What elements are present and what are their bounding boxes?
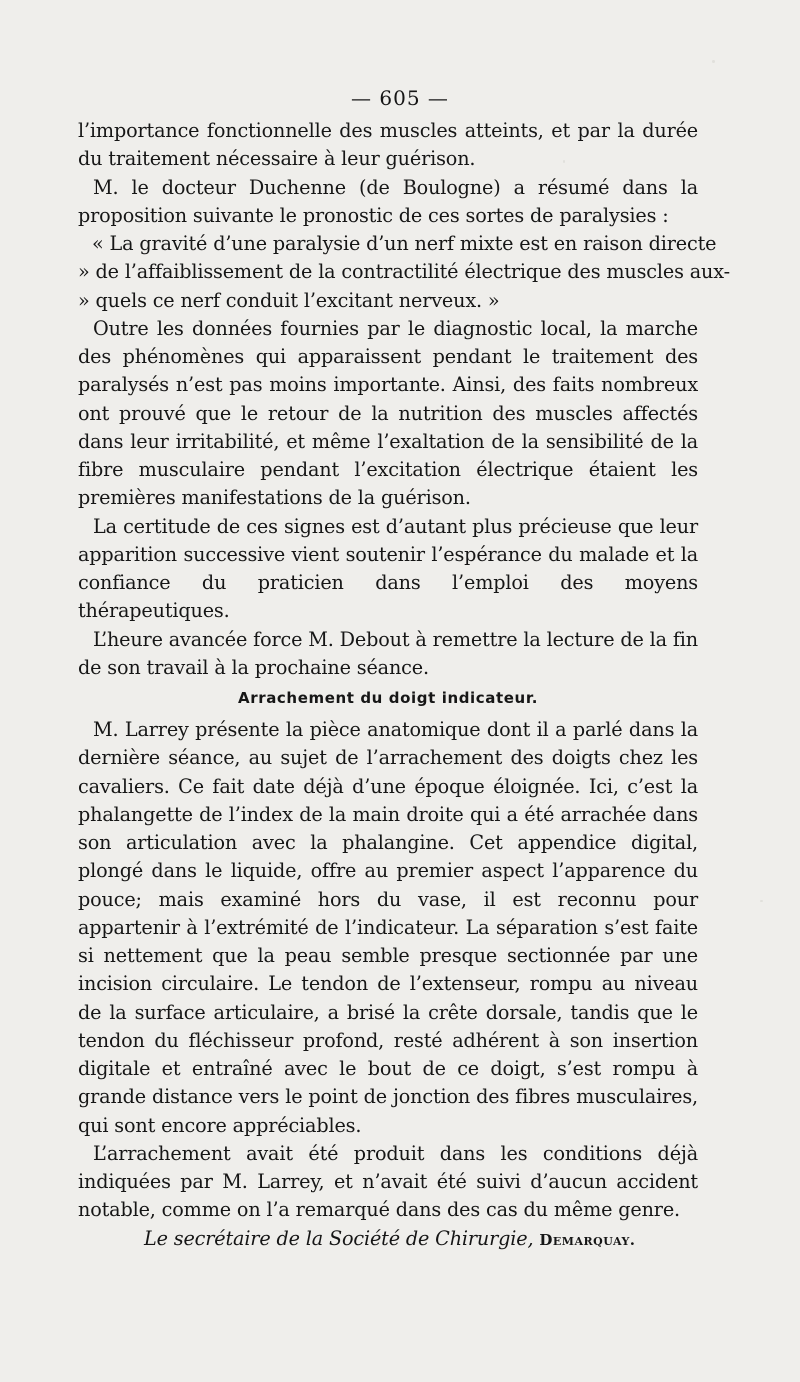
paper-speck bbox=[563, 160, 565, 163]
signature-role: Le secrétaire de la Société de Chirurgie, bbox=[144, 1226, 534, 1250]
paper-speck bbox=[712, 60, 715, 63]
body-text bbox=[78, 117, 730, 1254]
paragraph: l’importance fonctionnelle des muscles atteints, et par la durée du traitement nécessaire à leur guérison. bbox=[78, 119, 698, 171]
page-number: — 605 — bbox=[351, 86, 449, 110]
paper-speck bbox=[760, 900, 763, 902]
quote-line: » quels ce nerf conduit l’excitant nerveux. » bbox=[78, 288, 500, 312]
paper-speck bbox=[540, 1240, 542, 1242]
signature bbox=[78, 1225, 698, 1254]
paragraph: Outre les données fournies par le diagnostic local, la marche des phénomènes qui apparaissent pendant le traitement des paralysés n’est pas moins importante. Ainsi, des faits nombreux ont prouvé que le retour de la nutrition des muscles affectés dans leur irritabilité, et même l’exaltation de la sensibilité de la fibre musculaire pendant l’excitation électrique étaient les premières manifestations de la guérison. bbox=[78, 316, 698, 510]
paragraph: M. Larrey présente la pièce anatomique dont il a parlé dans la dernière séance, au sujet de l’arrachement des doigts chez les cavaliers. Ce fait date déjà d’une époque éloignée. Ici, c’est la phalangette de l’index de la main droite qui a été arrachée dans son articulation avec la phalangine. Cet appendice digital, plongé dans le liquide, offre au premier aspect l’apparence du pouce; mais examiné hors du vase, il est reconnu pour appartenir à l’extrémité de l’indicateur. La séparation s’est faite si nettement que la peau semble presque sectionnée par une incision circulaire. Le tendon de l’extenseur, rompu au niveau de la surface articulaire, a brisé la crête dorsale, tandis que le tendon du fléchisseur profond, resté adhérent à son insertion digitale et entraîné avec le bout de ce doigt, s’est rompu à grande distance vers le point de jonction des fibres musculaires, qui sont encore appréciables. bbox=[78, 718, 698, 1137]
paragraph: L’heure avancée force M. Debout à remettre la lecture de la fin de son travail à la prochaine séance. bbox=[78, 627, 699, 679]
section-heading: Arrachement du doigt indicateur. bbox=[238, 689, 538, 707]
paragraph: M. le docteur Duchenne (de Boulogne) a résumé dans la proposition suivante le pronostic de ces sortes de paralysies : bbox=[78, 175, 698, 227]
paragraph: L’arrachement avait été produit dans les conditions déjà indiquées par M. Larrey, et n’avait été suivi d’aucun accident notable, comme on l’a remarqué dans des cas du même genre. bbox=[78, 1141, 698, 1222]
quote-line: » de l’affaiblissement de la contractilité électrique des muscles aux- bbox=[78, 260, 730, 284]
quotation bbox=[78, 230, 730, 315]
signature-name: Demarquay. bbox=[539, 1230, 636, 1249]
paragraph: La certitude de ces signes est d’autant plus précieuse que leur apparition successive vient soutenir l’espérance du malade et la confiance du praticien dans l’emploi des moyens thérapeutiques. bbox=[78, 514, 698, 623]
quote-line: « La gravité d’une paralysie d’un nerf mixte est en raison directe bbox=[92, 232, 717, 255]
